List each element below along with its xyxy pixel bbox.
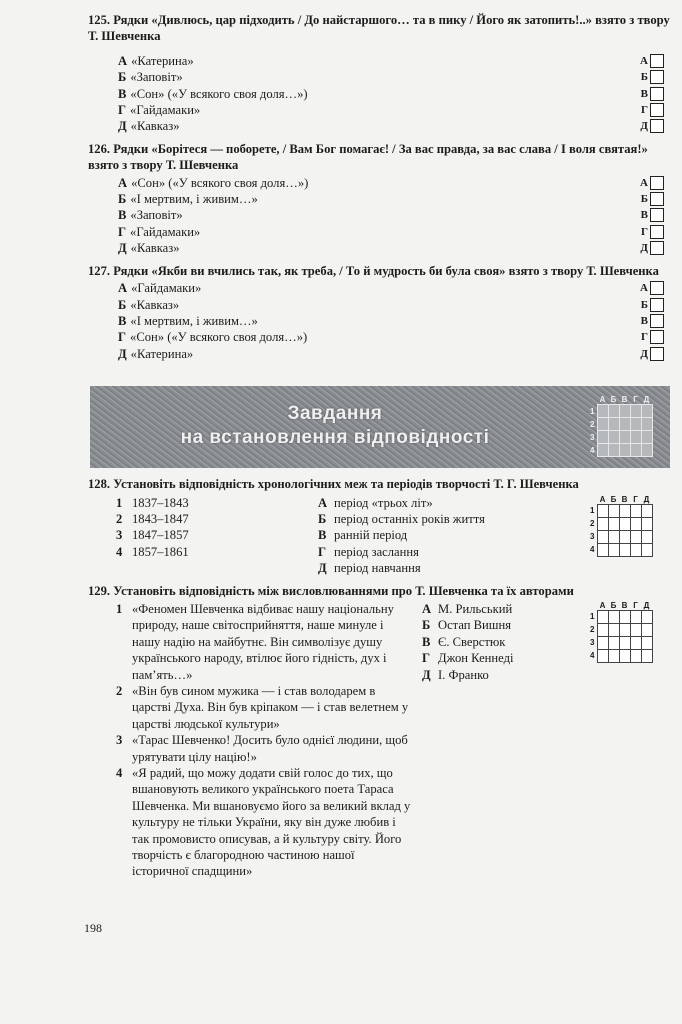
grid-col-label: А — [599, 600, 606, 610]
left-item — [116, 544, 318, 560]
option-letter: В — [118, 208, 127, 223]
grid-cell[interactable] — [608, 543, 619, 556]
right-item — [318, 527, 588, 543]
left-item — [116, 511, 318, 527]
grid-cell[interactable] — [597, 517, 608, 530]
answer-checkbox[interactable] — [650, 54, 664, 68]
grid-cell[interactable] — [641, 610, 652, 623]
option-Г — [88, 329, 670, 345]
grid-cell[interactable] — [641, 623, 652, 636]
answer-checkbox[interactable] — [650, 298, 664, 312]
grid-cell[interactable] — [597, 405, 608, 418]
grid-cell[interactable] — [641, 504, 652, 517]
grid-cell[interactable] — [619, 543, 630, 556]
left-item — [116, 765, 414, 880]
grid-cell[interactable] — [597, 431, 608, 444]
item-label: Б — [318, 511, 327, 526]
answer-box-label: В — [640, 87, 648, 100]
grid-cell[interactable] — [641, 405, 652, 418]
option-letter: Б — [118, 192, 127, 207]
grid-cell[interactable] — [630, 418, 641, 431]
item-label: Г — [318, 544, 327, 559]
answer-grid-129[interactable] — [588, 601, 653, 880]
grid-cell[interactable] — [597, 649, 608, 662]
grid-cell[interactable] — [619, 636, 630, 649]
answer-box-label: Д — [640, 242, 648, 255]
grid-cell[interactable] — [619, 649, 630, 662]
option-text: «І мертвим, і живим…» — [130, 192, 258, 207]
item-label: 1 — [116, 601, 123, 616]
grid-cell[interactable] — [608, 517, 619, 530]
grid-cell[interactable] — [641, 418, 652, 431]
item-text: Джон Кеннеді — [438, 651, 514, 666]
grid-row-label: 4 — [590, 445, 595, 455]
answer-box-label: А — [640, 176, 648, 189]
section-banner — [90, 386, 670, 468]
option-text: «Гайдамаки» — [131, 281, 202, 296]
answer-grid-128[interactable] — [588, 495, 653, 577]
grid-row-label: 3 — [590, 432, 595, 442]
answer-box-label: В — [640, 314, 648, 327]
option-Б — [88, 191, 670, 207]
right-item — [318, 511, 588, 527]
grid-cell[interactable] — [608, 610, 619, 623]
grid-col-label: Г — [633, 494, 638, 504]
question-number: 125. — [88, 13, 111, 27]
item-text: 1857–1861 — [132, 544, 189, 559]
item-text: період «трьох літ» — [334, 495, 433, 510]
option-Д — [88, 240, 670, 256]
item-text: 1837–1843 — [132, 495, 189, 510]
item-label: Г — [422, 651, 431, 666]
grid-cell[interactable] — [597, 610, 608, 623]
grid-cell[interactable] — [597, 636, 608, 649]
question-127 — [88, 263, 670, 362]
question-128 — [88, 476, 670, 576]
answer-box-label: Г — [641, 104, 648, 117]
answer-box-label: Г — [641, 331, 648, 344]
grid-cell[interactable] — [597, 418, 608, 431]
grid-cell[interactable] — [619, 504, 630, 517]
grid-cell[interactable] — [608, 649, 619, 662]
answer-checkbox[interactable] — [650, 192, 664, 206]
option-letter: Б — [118, 70, 127, 85]
answer-box-label: В — [640, 209, 648, 222]
option-А — [88, 53, 670, 69]
grid-col-label: В — [621, 494, 628, 504]
left-item — [116, 683, 414, 732]
grid-cell[interactable] — [608, 431, 619, 444]
option-text: «Кавказ» — [130, 297, 180, 312]
item-label: Д — [422, 667, 431, 682]
answer-checkbox[interactable] — [650, 208, 664, 222]
item-label: 4 — [116, 544, 123, 559]
question-number: 126. — [88, 141, 111, 156]
grid-cell[interactable] — [641, 530, 652, 543]
right-item — [318, 495, 588, 511]
option-Г — [88, 102, 670, 118]
item-text: М. Рильський — [438, 601, 513, 616]
option-letter: Г — [118, 103, 127, 118]
grid-cell[interactable] — [619, 517, 630, 530]
grid-cell[interactable] — [630, 517, 641, 530]
answer-checkbox[interactable] — [650, 225, 664, 239]
answer-checkbox[interactable] — [650, 330, 664, 344]
option-letter: Б — [118, 297, 127, 312]
item-text: період заслання — [334, 544, 419, 559]
item-text: «Він був сином мужика — і став володарем в царстві Духа. Він був кріпаком — і став велетнем у царстві людської культури» — [132, 684, 409, 731]
option-Д — [88, 346, 670, 362]
grid-cell[interactable] — [619, 623, 630, 636]
banner-grid-icon — [588, 395, 653, 457]
right-item — [422, 617, 588, 633]
right-item — [422, 601, 588, 617]
left-item — [116, 495, 318, 511]
grid-cell[interactable] — [608, 530, 619, 543]
grid-col-label: А — [599, 494, 606, 504]
option-text: «Гайдамаки» — [130, 103, 201, 118]
option-text: «Заповіт» — [130, 70, 183, 85]
grid-cell[interactable] — [597, 543, 608, 556]
answer-box-label: А — [640, 282, 648, 295]
grid-row-label: 2 — [590, 419, 595, 429]
grid-cell[interactable] — [630, 530, 641, 543]
item-text: Є. Сверстюк — [438, 634, 506, 649]
item-label: 3 — [116, 733, 123, 748]
item-text: «Феномен Шевченка відбиває нашу національну природу, наше світосприйняття, наше минуле і нашу надію на майбутнє. Він символізує душу українського народу, втілює його гідність, дух і пам’ять…» — [132, 601, 394, 682]
banner-title-line1: Завдання — [287, 403, 383, 425]
grid-row-label: 3 — [590, 638, 595, 648]
grid-cell[interactable] — [641, 543, 652, 556]
answer-checkbox[interactable] — [650, 103, 664, 117]
option-text: «Кавказ» — [130, 119, 180, 134]
item-label: А — [318, 495, 328, 510]
grid-cell[interactable] — [597, 530, 608, 543]
grid-cell[interactable] — [619, 418, 630, 431]
option-letter: Г — [118, 330, 127, 345]
item-text: І. Франко — [438, 667, 489, 682]
grid-cell[interactable] — [608, 405, 619, 418]
option-Б — [88, 297, 670, 313]
grid-row-label: 1 — [590, 612, 595, 622]
option-text: «І мертвим, і живим…» — [130, 313, 258, 328]
option-Д — [88, 118, 670, 134]
grid-cell[interactable] — [630, 543, 641, 556]
grid-cell[interactable] — [619, 530, 630, 543]
left-item — [116, 527, 318, 543]
grid-cell[interactable] — [630, 504, 641, 517]
grid-cell[interactable] — [597, 444, 608, 457]
grid-cell[interactable] — [619, 431, 630, 444]
option-letter: Д — [118, 346, 127, 361]
grid-cell[interactable] — [597, 623, 608, 636]
answer-box-label: Б — [640, 71, 648, 84]
question-number: 127. — [88, 263, 111, 278]
item-text: ранній період — [334, 528, 408, 543]
question-number: 129. — [88, 583, 111, 598]
option-В — [88, 207, 670, 223]
grid-cell[interactable] — [641, 431, 652, 444]
grid-col-label: Д — [643, 395, 650, 405]
question-text: Рядки «Якби ви вчились так, як треба, / То й мудрость би була своя» взято з твору Т. Шевченка — [113, 263, 659, 278]
page-content — [84, 12, 670, 936]
grid-cell[interactable] — [608, 623, 619, 636]
option-text: «Катерина» — [131, 53, 194, 68]
item-label: 2 — [116, 511, 123, 526]
grid-row-label: 4 — [590, 545, 595, 555]
grid-row-label: 1 — [590, 406, 595, 416]
item-label: В — [422, 634, 431, 649]
grid-cell[interactable] — [619, 610, 630, 623]
item-text: «Тарас Шевченко! Досить було однієї людини, щоб урятувати цілу націю!» — [132, 733, 408, 764]
answer-checkbox[interactable] — [650, 119, 664, 133]
grid-cell[interactable] — [641, 517, 652, 530]
item-label: Д — [318, 561, 327, 576]
item-label: В — [318, 528, 327, 543]
grid-cell[interactable] — [641, 636, 652, 649]
answer-box-label: Г — [641, 225, 648, 238]
grid-cell[interactable] — [608, 504, 619, 517]
option-text: «Кавказ» — [130, 241, 180, 256]
question-number: 128. — [88, 477, 111, 492]
item-label: 4 — [116, 766, 123, 781]
option-letter: Г — [118, 224, 127, 239]
right-item — [422, 650, 588, 666]
grid-cell[interactable] — [597, 504, 608, 517]
grid-cell[interactable] — [641, 649, 652, 662]
option-text: «Гайдамаки» — [130, 224, 201, 239]
banner-title-line2: на встановлення відповідності — [180, 427, 490, 449]
grid-col-label: Г — [633, 395, 638, 405]
grid-cell[interactable] — [608, 418, 619, 431]
question-125 — [88, 12, 670, 135]
grid-col-label: В — [621, 395, 628, 405]
item-label: 2 — [116, 684, 123, 698]
grid-col-label: Д — [643, 494, 650, 504]
answer-box-label: Д — [640, 120, 648, 133]
item-label: А — [422, 601, 432, 616]
grid-row-label: 4 — [590, 651, 595, 661]
item-text: 1847–1857 — [132, 528, 189, 543]
grid-col-label: Д — [643, 600, 650, 610]
option-В — [88, 313, 670, 329]
option-text: «Катерина» — [130, 346, 194, 361]
question-126 — [88, 141, 670, 257]
grid-cell[interactable] — [608, 444, 619, 457]
grid-cell[interactable] — [608, 636, 619, 649]
option-text: «Заповіт» — [130, 208, 183, 223]
answer-checkbox[interactable] — [650, 347, 664, 361]
grid-cell[interactable] — [630, 623, 641, 636]
grid-col-label: Б — [610, 395, 617, 405]
item-text: «Я радий, що можу додати свій голос до тих, що вшановують великого українського поета Тараса Шевченка. Ми вшановуємо його за великий вклад у культуру не тільки України, яку він дуже любив і так промовисто описував, а й культуру світу. Його творчість є благородною частиною нашої історичної спадщини» — [132, 766, 411, 879]
option-letter: В — [118, 86, 127, 101]
grid-row-label: 1 — [590, 506, 595, 516]
option-Г — [88, 224, 670, 240]
answer-box-label: Б — [640, 298, 648, 311]
grid-col-label: Б — [610, 600, 617, 610]
option-А — [88, 280, 670, 296]
answer-checkbox[interactable] — [650, 281, 664, 295]
option-letter: В — [118, 313, 127, 328]
option-letter: Д — [118, 241, 127, 256]
grid-col-label: А — [599, 395, 606, 405]
item-text: період навчання — [334, 561, 421, 576]
option-text: «Сон» («У всякого своя доля…») — [130, 86, 308, 101]
grid-cell[interactable] — [630, 431, 641, 444]
option-Б — [88, 69, 670, 85]
option-letter: А — [118, 281, 128, 296]
grid-cell[interactable] — [630, 405, 641, 418]
answer-checkbox[interactable] — [650, 70, 664, 84]
grid-col-label: В — [621, 600, 628, 610]
answer-box-label: Б — [640, 193, 648, 206]
item-label: Б — [422, 618, 431, 633]
page-number: 198 — [84, 920, 102, 935]
grid-cell[interactable] — [630, 444, 641, 457]
answer-checkbox[interactable] — [650, 241, 664, 255]
item-label: 3 — [116, 528, 123, 543]
answer-box-label: А — [640, 54, 648, 67]
answer-box-label: Д — [640, 347, 648, 360]
left-item — [116, 601, 414, 683]
question-text: Рядки «Дивлюсь, цар підходить / До найстаршого… та в пику / Його як затопить!..» взято з твору Т. Шевченка — [88, 13, 670, 44]
option-В — [88, 86, 670, 102]
answer-checkbox[interactable] — [650, 87, 664, 101]
option-А — [88, 175, 670, 191]
question-text: Установіть відповідність хронологічних меж та періодів творчості Т. Г. Шевченка — [113, 477, 579, 492]
item-text: період останніх років життя — [334, 511, 485, 526]
grid-cell[interactable] — [630, 649, 641, 662]
item-text: Остап Вишня — [438, 618, 512, 633]
question-text: Установіть відповідність між висловлюваннями про Т. Шевченка та їх авторами — [113, 583, 574, 598]
grid-cell[interactable] — [630, 610, 641, 623]
grid-cell[interactable] — [619, 444, 630, 457]
right-item — [422, 667, 588, 683]
question-text: Рядки «Борітеся — поборете, / Вам Бог помагає! / За вас правда, за вас слава / І воля святая!» взято з твору Т. Шевченка — [88, 141, 648, 173]
grid-row-label: 2 — [590, 519, 595, 529]
option-letter: А — [118, 53, 128, 68]
right-item — [318, 560, 588, 576]
right-item — [422, 634, 588, 650]
left-item — [116, 732, 414, 765]
grid-cell[interactable] — [641, 444, 652, 457]
right-item — [318, 544, 588, 560]
option-text: «Сон» («У всякого своя доля…») — [130, 330, 308, 345]
item-label: 1 — [116, 495, 123, 510]
grid-row-label: 2 — [590, 625, 595, 635]
grid-cell[interactable] — [619, 405, 630, 418]
grid-col-label: Г — [633, 600, 638, 610]
option-letter: Д — [118, 119, 127, 134]
option-text: «Сон» («У всякого своя доля…») — [131, 175, 309, 190]
answer-checkbox[interactable] — [650, 176, 664, 190]
grid-row-label: 3 — [590, 532, 595, 542]
grid-cell[interactable] — [630, 636, 641, 649]
answer-checkbox[interactable] — [650, 314, 664, 328]
item-text: 1843–1847 — [132, 511, 189, 526]
option-letter: А — [118, 175, 128, 190]
question-129 — [88, 583, 670, 880]
grid-col-label: Б — [610, 494, 617, 504]
